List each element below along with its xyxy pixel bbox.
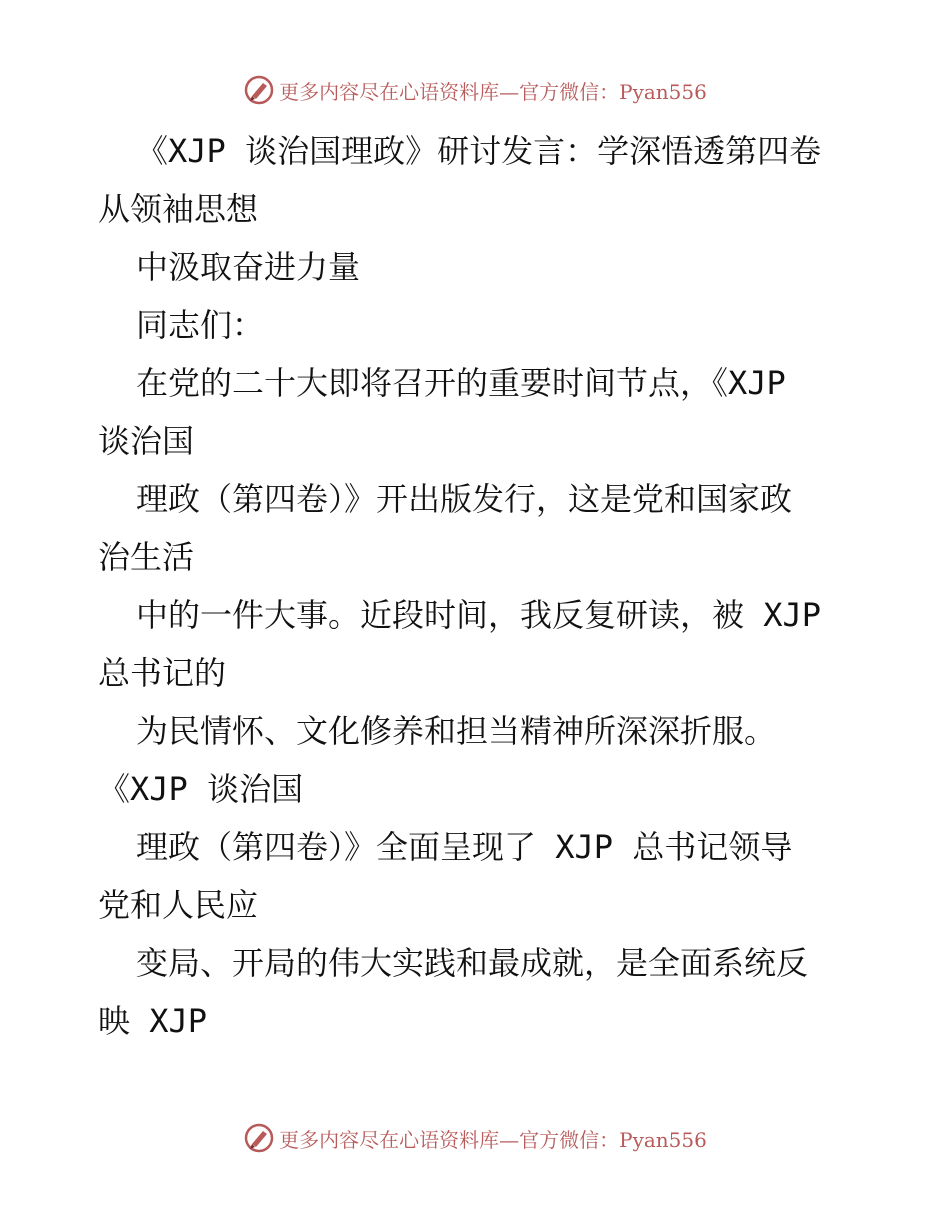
text-line: 党和人民应 xyxy=(98,886,259,924)
pen-seal-icon xyxy=(243,1122,275,1154)
text-line: 同志们： xyxy=(136,306,265,344)
text-line: 《XJP 谈治国 xyxy=(98,770,304,808)
watermark-text: 更多内容尽在心语资料库—官方微信：Pyan556 xyxy=(279,79,707,104)
text-line: 理政（第四卷）》全面呈现了 XJP 总书记领导 xyxy=(136,828,793,866)
text-line: 理政（第四卷）》开出版发行，这是党和国家政 xyxy=(136,480,793,518)
text-line: 映 XJP xyxy=(98,1002,208,1040)
text-line: 中汲取奋进力量 xyxy=(136,248,361,286)
footer-watermark xyxy=(0,1118,950,1158)
text-line: 从领袖思想 xyxy=(98,190,259,228)
text-line: 中的一件大事。近段时间，我反复研读，被 XJP xyxy=(136,596,822,634)
text-line: 为民情怀、文化修养和担当精神所深深折服。 xyxy=(136,712,777,750)
text-line: 《XJP 谈治国理政》研讨发言：学深悟透第四卷 xyxy=(136,132,822,170)
text-line: 总书记的 xyxy=(98,654,227,692)
text-line: 治生活 xyxy=(98,538,195,576)
text-line: 变局、开局的伟大实践和最成就，是全面系统反 xyxy=(136,944,809,982)
document-body xyxy=(98,122,858,1050)
watermark-text: 更多内容尽在心语资料库—官方微信：Pyan556 xyxy=(279,1127,707,1152)
text-line: 谈治国 xyxy=(98,422,195,460)
pen-seal-icon xyxy=(243,74,275,106)
header-watermark xyxy=(0,70,950,110)
text-line: 在党的二十大即将召开的重要时间节点，《XJP xyxy=(136,364,786,402)
